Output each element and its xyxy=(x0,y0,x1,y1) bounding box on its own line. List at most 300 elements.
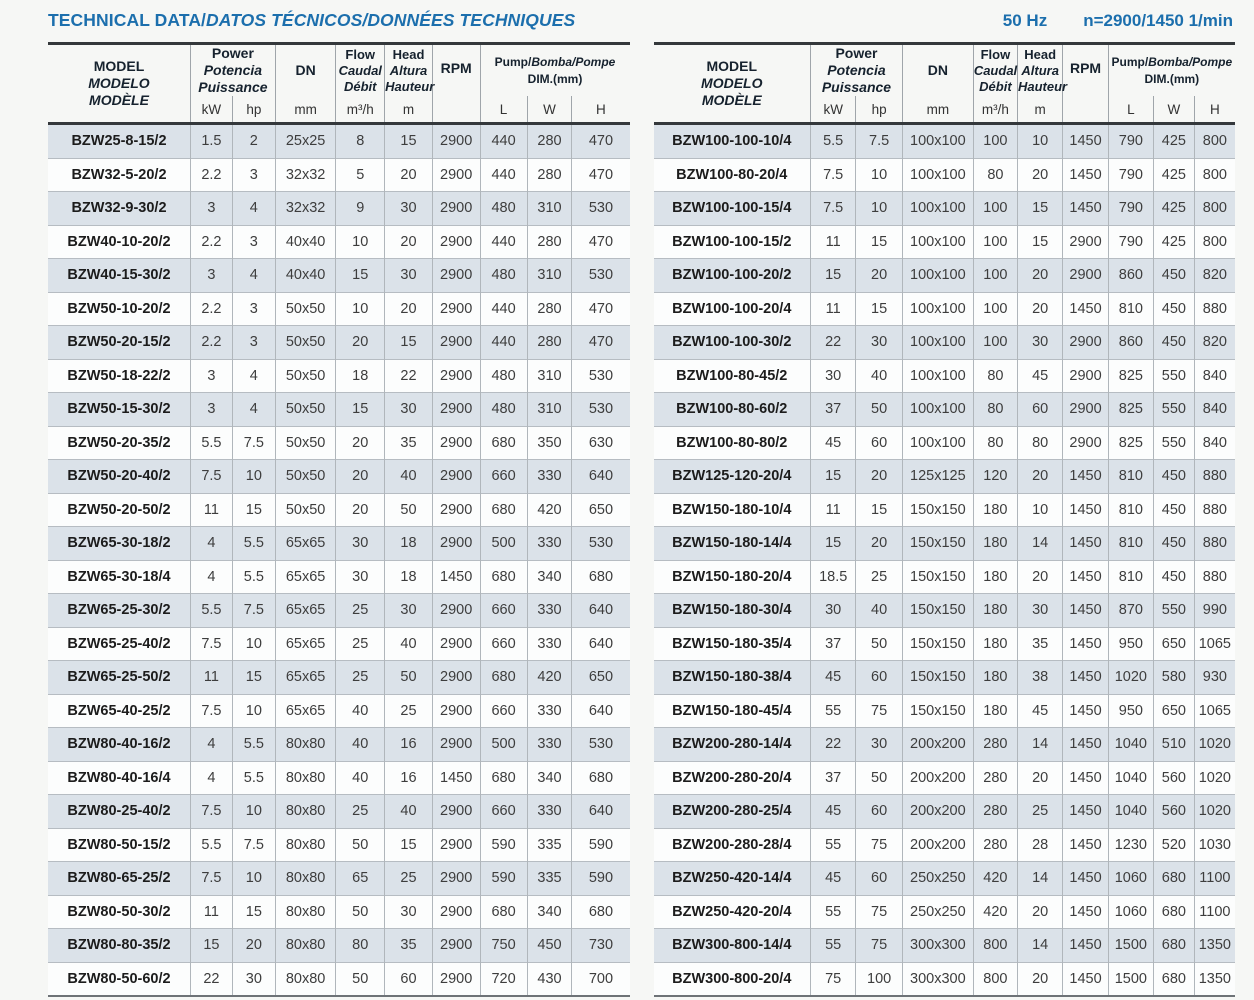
value-cell: 880 xyxy=(1194,527,1235,561)
value-cell: 4 xyxy=(232,192,275,226)
col-header-model xyxy=(48,44,190,124)
value-cell: 2900 xyxy=(432,426,480,460)
value-cell: 2900 xyxy=(432,929,480,963)
value-cell: 11 xyxy=(190,895,232,929)
table-body-right xyxy=(654,124,1236,997)
power-label-es: Potencia xyxy=(827,62,886,79)
value-cell: 440 xyxy=(480,326,527,360)
value-cell: 340 xyxy=(527,895,572,929)
model-cell: BZW50-20-50/2 xyxy=(48,493,190,527)
value-cell: 280 xyxy=(973,828,1017,862)
value-cell: 3 xyxy=(232,158,275,192)
value-cell: 280 xyxy=(973,795,1017,829)
value-cell: 11 xyxy=(190,661,232,695)
value-cell: 50x50 xyxy=(275,326,335,360)
value-cell: 450 xyxy=(527,929,572,963)
value-cell: 20 xyxy=(1018,560,1063,594)
value-cell: 45 xyxy=(811,795,856,829)
value-cell: 4 xyxy=(232,393,275,427)
col-header-head xyxy=(1018,44,1068,97)
value-cell: 480 xyxy=(480,393,527,427)
value-cell: 1230 xyxy=(1108,828,1153,862)
value-cell: 30 xyxy=(856,326,903,360)
table-row xyxy=(654,359,1236,393)
value-cell: 40 xyxy=(336,761,385,795)
col-header-power xyxy=(190,44,275,97)
value-cell: 340 xyxy=(527,560,572,594)
value-cell: 1450 xyxy=(432,761,480,795)
value-cell: 2900 xyxy=(432,192,480,226)
table-row xyxy=(48,862,630,896)
value-cell: 16 xyxy=(385,761,433,795)
value-cell: 30 xyxy=(336,560,385,594)
col-header-pump-dim xyxy=(480,44,630,97)
value-cell: 870 xyxy=(1108,594,1153,628)
title-bar xyxy=(48,10,1235,34)
value-cell: 3 xyxy=(190,259,232,293)
value-cell: 18 xyxy=(385,560,433,594)
flow-label-en: Flow xyxy=(345,46,376,62)
value-cell: 65x65 xyxy=(275,694,335,728)
value-cell: 50 xyxy=(336,962,385,996)
flow-label-en: Flow xyxy=(980,46,1011,62)
frequency-value: 50 Hz xyxy=(1002,11,1048,30)
value-cell: 450 xyxy=(1154,460,1195,494)
value-cell: 800 xyxy=(1194,225,1235,259)
value-cell: 20 xyxy=(1018,962,1063,996)
value-cell: 510 xyxy=(1154,728,1195,762)
right-table-wrap xyxy=(654,42,1236,997)
value-cell: 60 xyxy=(385,962,433,996)
value-cell: 650 xyxy=(1154,694,1195,728)
value-cell: 20 xyxy=(856,259,903,293)
value-cell: 15 xyxy=(385,326,433,360)
table-row xyxy=(654,426,1236,460)
value-cell: 420 xyxy=(527,493,572,527)
value-cell: 790 xyxy=(1108,124,1153,159)
value-cell: 25 xyxy=(1018,795,1063,829)
value-cell: 200x200 xyxy=(902,728,973,762)
value-cell: 880 xyxy=(1194,493,1235,527)
value-cell: 1450 xyxy=(1063,929,1108,963)
value-cell: 1450 xyxy=(1063,828,1108,862)
value-cell: 5.5 xyxy=(232,527,275,561)
value-cell: 80x80 xyxy=(275,828,335,862)
value-cell: 1450 xyxy=(1063,962,1108,996)
table-row xyxy=(48,594,630,628)
value-cell: 335 xyxy=(527,828,572,862)
value-cell: 1450 xyxy=(1063,627,1108,661)
value-cell: 15 xyxy=(232,493,275,527)
value-cell: 530 xyxy=(572,192,630,226)
value-cell: 680 xyxy=(480,426,527,460)
value-cell: 30 xyxy=(1018,594,1063,628)
head-label-fr: Hauteur xyxy=(385,78,435,94)
value-cell: 45 xyxy=(811,426,856,460)
value-cell: 7.5 xyxy=(232,594,275,628)
value-cell: 55 xyxy=(811,895,856,929)
value-cell: 100 xyxy=(973,259,1017,293)
value-cell: 800 xyxy=(973,962,1017,996)
value-cell: 20 xyxy=(336,426,385,460)
model-cell: BZW32-5-20/2 xyxy=(48,158,190,192)
value-cell: 280 xyxy=(527,292,572,326)
value-cell: 10 xyxy=(232,627,275,661)
value-cell: 3 xyxy=(232,225,275,259)
value-cell: 7.5 xyxy=(232,426,275,460)
value-cell: 15 xyxy=(336,393,385,427)
value-cell: 15 xyxy=(1018,225,1063,259)
table-header xyxy=(654,44,1236,124)
value-cell: 530 xyxy=(572,359,630,393)
value-cell: 440 xyxy=(480,225,527,259)
value-cell: 100x100 xyxy=(902,192,973,226)
value-cell: 425 xyxy=(1154,158,1195,192)
value-cell: 32x32 xyxy=(275,158,335,192)
value-cell: 11 xyxy=(811,225,856,259)
value-cell: 55 xyxy=(811,694,856,728)
value-cell: 2.2 xyxy=(190,326,232,360)
value-cell: 530 xyxy=(572,527,630,561)
value-cell: 840 xyxy=(1194,426,1235,460)
table-row xyxy=(654,460,1236,494)
value-cell: 1450 xyxy=(1063,527,1108,561)
value-cell: 7.5 xyxy=(811,158,856,192)
model-cell: BZW80-80-35/2 xyxy=(48,929,190,963)
value-cell: 750 xyxy=(480,929,527,963)
value-cell: 200x200 xyxy=(902,795,973,829)
value-cell: 340 xyxy=(527,761,572,795)
value-cell: 11 xyxy=(811,292,856,326)
value-cell: 2900 xyxy=(1063,359,1108,393)
table-row xyxy=(654,661,1236,695)
value-cell: 550 xyxy=(1154,594,1195,628)
model-label-es: MODELO xyxy=(88,75,150,92)
table-row xyxy=(654,929,1236,963)
value-cell: 640 xyxy=(572,795,630,829)
value-cell: 80x80 xyxy=(275,895,335,929)
value-cell: 580 xyxy=(1154,661,1195,695)
table-row xyxy=(48,158,630,192)
value-cell: 2.2 xyxy=(190,225,232,259)
head-label-es: Altura xyxy=(1021,62,1059,78)
unit-hp: hp xyxy=(232,96,275,124)
model-cell: BZW65-30-18/2 xyxy=(48,527,190,561)
value-cell: 680 xyxy=(1154,962,1195,996)
value-cell: 800 xyxy=(1194,124,1235,159)
value-cell: 14 xyxy=(1018,527,1063,561)
value-cell: 50x50 xyxy=(275,393,335,427)
value-cell: 20 xyxy=(336,326,385,360)
value-cell: 2900 xyxy=(432,661,480,695)
spec-table-left xyxy=(48,42,630,997)
value-cell: 10 xyxy=(232,694,275,728)
value-cell: 7.5 xyxy=(811,192,856,226)
value-cell: 825 xyxy=(1108,426,1153,460)
table-row xyxy=(654,728,1236,762)
value-cell: 100x100 xyxy=(902,292,973,326)
value-cell: 1350 xyxy=(1194,962,1235,996)
value-cell: 280 xyxy=(527,225,572,259)
model-cell: BZW100-100-20/4 xyxy=(654,292,811,326)
value-cell: 50 xyxy=(856,761,903,795)
power-label-es: Potencia xyxy=(203,62,263,79)
value-cell: 660 xyxy=(480,627,527,661)
value-cell: 18.5 xyxy=(811,560,856,594)
value-cell: 680 xyxy=(480,560,527,594)
value-cell: 470 xyxy=(572,225,630,259)
pump-dim-line1 xyxy=(481,54,630,70)
value-cell: 1020 xyxy=(1194,795,1235,829)
value-cell: 7.5 xyxy=(190,862,232,896)
value-cell: 65 xyxy=(336,862,385,896)
value-cell: 40x40 xyxy=(275,225,335,259)
value-cell: 35 xyxy=(385,426,433,460)
table-row xyxy=(48,895,630,929)
value-cell: 3 xyxy=(190,393,232,427)
table-row xyxy=(654,292,1236,326)
value-cell: 2 xyxy=(232,124,275,159)
value-cell: 480 xyxy=(480,259,527,293)
value-cell: 20 xyxy=(232,929,275,963)
pump-label-en: Pump/ xyxy=(1111,55,1149,70)
value-cell: 280 xyxy=(527,158,572,192)
unit-l: L xyxy=(1108,96,1153,124)
value-cell: 2900 xyxy=(432,493,480,527)
value-cell: 2900 xyxy=(432,359,480,393)
model-label-fr: MODÈLE xyxy=(89,92,149,109)
model-label-es: MODELO xyxy=(701,75,763,92)
model-cell: BZW50-20-15/2 xyxy=(48,326,190,360)
value-cell: 50 xyxy=(336,895,385,929)
table-row xyxy=(48,728,630,762)
value-cell: 20 xyxy=(1018,292,1063,326)
unit-w: W xyxy=(527,96,572,124)
value-cell: 30 xyxy=(811,594,856,628)
model-cell: BZW80-65-25/2 xyxy=(48,862,190,896)
value-cell: 310 xyxy=(527,359,572,393)
value-cell: 15 xyxy=(856,225,903,259)
value-cell: 80 xyxy=(973,359,1017,393)
value-cell: 20 xyxy=(336,493,385,527)
value-cell: 9 xyxy=(336,192,385,226)
pump-dim-line1 xyxy=(1109,54,1235,70)
value-cell: 800 xyxy=(973,929,1017,963)
model-cell: BZW150-180-20/4 xyxy=(654,560,811,594)
value-cell: 4 xyxy=(190,527,232,561)
value-cell: 7.5 xyxy=(232,828,275,862)
value-cell: 120 xyxy=(973,460,1017,494)
value-cell: 310 xyxy=(527,393,572,427)
value-cell: 180 xyxy=(973,627,1017,661)
table-body-left xyxy=(48,124,630,997)
value-cell: 590 xyxy=(480,828,527,862)
value-cell: 640 xyxy=(572,460,630,494)
value-cell: 2.2 xyxy=(190,292,232,326)
table-row xyxy=(48,627,630,661)
unit-h: H xyxy=(572,96,630,124)
value-cell: 100x100 xyxy=(902,393,973,427)
table-header xyxy=(48,44,630,124)
table-row xyxy=(48,761,630,795)
value-cell: 700 xyxy=(572,962,630,996)
model-cell: BZW125-120-20/4 xyxy=(654,460,811,494)
value-cell: 530 xyxy=(572,728,630,762)
value-cell: 22 xyxy=(190,962,232,996)
value-cell: 60 xyxy=(856,795,903,829)
value-cell: 450 xyxy=(1154,326,1195,360)
model-cell: BZW50-20-40/2 xyxy=(48,460,190,494)
value-cell: 530 xyxy=(572,259,630,293)
value-cell: 450 xyxy=(1154,493,1195,527)
value-cell: 250x250 xyxy=(902,895,973,929)
value-cell: 480 xyxy=(480,359,527,393)
value-cell: 100x100 xyxy=(902,225,973,259)
value-cell: 1.5 xyxy=(190,124,232,159)
value-cell: 2900 xyxy=(432,393,480,427)
value-cell: 350 xyxy=(527,426,572,460)
value-cell: 330 xyxy=(527,728,572,762)
value-cell: 50x50 xyxy=(275,460,335,494)
value-cell: 640 xyxy=(572,694,630,728)
value-cell: 1450 xyxy=(1063,460,1108,494)
value-cell: 35 xyxy=(1018,627,1063,661)
model-cell: BZW80-25-40/2 xyxy=(48,795,190,829)
value-cell: 1100 xyxy=(1194,895,1235,929)
value-cell: 810 xyxy=(1108,493,1153,527)
value-cell: 30 xyxy=(385,192,433,226)
power-label-en: Power xyxy=(211,45,254,61)
value-cell: 790 xyxy=(1108,158,1153,192)
value-cell: 150x150 xyxy=(902,493,973,527)
value-cell: 5.5 xyxy=(232,761,275,795)
value-cell: 560 xyxy=(1154,795,1195,829)
value-cell: 80x80 xyxy=(275,761,335,795)
value-cell: 40 xyxy=(385,795,433,829)
value-cell: 2900 xyxy=(432,225,480,259)
model-cell: BZW65-25-50/2 xyxy=(48,661,190,695)
value-cell: 15 xyxy=(385,828,433,862)
table-row xyxy=(654,158,1236,192)
table-row xyxy=(654,326,1236,360)
model-cell: BZW100-100-15/4 xyxy=(654,192,811,226)
value-cell: 1450 xyxy=(1063,493,1108,527)
pump-label-es-fr: Bomba/Pompe xyxy=(531,55,616,70)
value-cell: 10 xyxy=(232,862,275,896)
value-cell: 2900 xyxy=(432,292,480,326)
value-cell: 1500 xyxy=(1108,962,1153,996)
value-cell: 880 xyxy=(1194,560,1235,594)
value-cell: 25 xyxy=(336,594,385,628)
value-cell: 10 xyxy=(336,225,385,259)
unit-mm: mm xyxy=(275,96,335,124)
model-cell: BZW300-800-14/4 xyxy=(654,929,811,963)
col-header-pump-dim xyxy=(1108,44,1235,97)
value-cell: 100x100 xyxy=(902,359,973,393)
dim-label: DIM.(mm) xyxy=(527,71,583,86)
value-cell: 4 xyxy=(232,359,275,393)
col-header-dn: DN xyxy=(275,44,335,97)
value-cell: 60 xyxy=(856,426,903,460)
model-cell: BZW100-80-80/2 xyxy=(654,426,811,460)
value-cell: 20 xyxy=(856,527,903,561)
value-cell: 20 xyxy=(1018,460,1063,494)
value-cell: 1450 xyxy=(1063,661,1108,695)
unit-h: H xyxy=(1194,96,1235,124)
value-cell: 25 xyxy=(336,661,385,695)
value-cell: 15 xyxy=(232,895,275,929)
model-cell: BZW150-180-45/4 xyxy=(654,694,811,728)
value-cell: 2900 xyxy=(432,962,480,996)
model-cell: BZW200-280-25/4 xyxy=(654,795,811,829)
value-cell: 10 xyxy=(856,192,903,226)
value-cell: 1060 xyxy=(1108,895,1153,929)
value-cell: 80x80 xyxy=(275,795,335,829)
value-cell: 550 xyxy=(1154,426,1195,460)
value-cell: 3 xyxy=(190,192,232,226)
value-cell: 280 xyxy=(973,728,1017,762)
value-cell: 2900 xyxy=(432,728,480,762)
unit-flow: m³/h xyxy=(973,96,1017,124)
value-cell: 11 xyxy=(190,493,232,527)
model-cell: BZW65-25-30/2 xyxy=(48,594,190,628)
spec-table-right xyxy=(654,42,1236,997)
value-cell: 330 xyxy=(527,694,572,728)
value-cell: 590 xyxy=(572,862,630,896)
value-cell: 300x300 xyxy=(902,962,973,996)
value-cell: 1500 xyxy=(1108,929,1153,963)
value-cell: 810 xyxy=(1108,527,1153,561)
value-cell: 50x50 xyxy=(275,426,335,460)
tables-container xyxy=(48,42,1235,997)
value-cell: 18 xyxy=(336,359,385,393)
value-cell: 180 xyxy=(973,527,1017,561)
model-cell: BZW100-100-20/2 xyxy=(654,259,811,293)
value-cell: 860 xyxy=(1108,326,1153,360)
value-cell: 680 xyxy=(1154,929,1195,963)
model-cell: BZW150-180-14/4 xyxy=(654,527,811,561)
col-header-power xyxy=(811,44,903,97)
table-row xyxy=(654,962,1236,996)
model-cell: BZW150-180-38/4 xyxy=(654,661,811,695)
value-cell: 35 xyxy=(385,929,433,963)
value-cell: 11 xyxy=(811,493,856,527)
value-cell: 15 xyxy=(856,493,903,527)
value-cell: 22 xyxy=(385,359,433,393)
value-cell: 25x25 xyxy=(275,124,335,159)
value-cell: 100x100 xyxy=(902,259,973,293)
value-cell: 30 xyxy=(385,393,433,427)
value-cell: 1020 xyxy=(1108,661,1153,695)
value-cell: 40 xyxy=(336,728,385,762)
value-cell: 50x50 xyxy=(275,359,335,393)
value-cell: 1020 xyxy=(1194,761,1235,795)
model-cell: BZW150-180-10/4 xyxy=(654,493,811,527)
value-cell: 550 xyxy=(1154,359,1195,393)
value-cell: 420 xyxy=(973,895,1017,929)
pump-label-es-fr: Bomba/Pompe xyxy=(1148,55,1233,70)
value-cell: 25 xyxy=(385,862,433,896)
value-cell: 16 xyxy=(385,728,433,762)
value-cell: 825 xyxy=(1108,359,1153,393)
value-cell: 2900 xyxy=(1063,426,1108,460)
table-row xyxy=(48,493,630,527)
value-cell: 800 xyxy=(1194,158,1235,192)
unit-hp: hp xyxy=(856,96,903,124)
value-cell: 680 xyxy=(1154,895,1195,929)
value-cell: 37 xyxy=(811,627,856,661)
table-row xyxy=(48,527,630,561)
